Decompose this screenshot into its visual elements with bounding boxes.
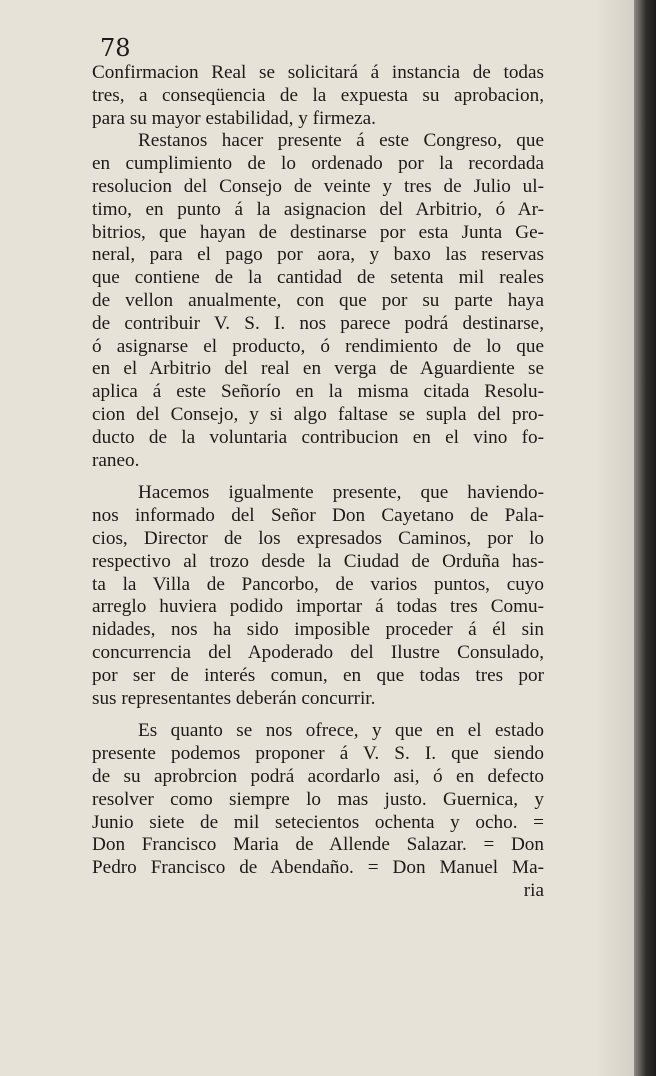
text-line: ta la Villa de Pancorbo, de varios puntos, cuyo bbox=[92, 573, 544, 595]
text-line: neral, para el pago por aora, y baxo las reservas bbox=[92, 244, 544, 266]
text-line: Don Francisco Maria de Allende Salazar. = Don bbox=[92, 834, 544, 856]
text-line: resolucion del Consejo de veinte y tres de Julio ul- bbox=[92, 175, 544, 197]
text-line: de su aprobrcion podrá acordarlo asi, ó en defecto bbox=[92, 765, 544, 787]
text-line: en el Arbitrio del real en verga de Aguardiente se bbox=[92, 358, 544, 380]
text-line: por ser de interés comun, en que todas tres por bbox=[92, 664, 544, 686]
text-line: respectivo al trozo desde la Ciudad de Orduña has- bbox=[92, 550, 544, 572]
text-line: presente podemos proponer á V. S. I. que siendo bbox=[92, 743, 544, 765]
text-line: aplica á este Señorío en la misma citada Resolu- bbox=[92, 381, 544, 403]
text-line: nidades, nos ha sido imposible proceder á él sin bbox=[92, 619, 544, 641]
text-line: Es quanto se nos ofrece, y que en el estado bbox=[138, 720, 544, 742]
binding-gutter bbox=[634, 0, 656, 1076]
text-line: Confirmacion Real se solicitará á instancia de todas bbox=[92, 62, 544, 83]
text-line: nos informado del Señor Don Cayetano de Pala- bbox=[92, 505, 544, 527]
text-line: cion del Consejo, y si algo faltase se supla del pro- bbox=[92, 403, 544, 425]
text-line: Junio siete de mil setecientos ochenta y ocho. = bbox=[92, 811, 544, 833]
text-line: cios, Director de los expresados Caminos, por lo bbox=[92, 527, 544, 549]
catchword: ria bbox=[523, 879, 544, 901]
text-line: ó asignarse el producto, ó rendimiento de lo que bbox=[92, 335, 544, 357]
body-text bbox=[92, 62, 544, 903]
text-line: tres, a conseqüencia de la expuesta su aprobacion, bbox=[92, 84, 544, 106]
text-line: Hacemos igualmente presente, que haviendo- bbox=[138, 482, 544, 504]
text-line: Pedro Francisco de Abendaño. = Don Manuel Ma- bbox=[92, 857, 544, 879]
text-line: para su mayor estabilidad, y firmeza. bbox=[92, 107, 376, 129]
page-number: 78 bbox=[100, 34, 131, 62]
text-line: bitrios, que hayan de destinarse por esta Junta Ge- bbox=[92, 221, 544, 243]
text-line: Restanos hacer presente á este Congreso, que bbox=[138, 130, 544, 152]
text-line: raneo. bbox=[92, 449, 140, 471]
text-line: resolver como siempre lo mas justo. Guernica, y bbox=[92, 788, 544, 810]
text-line: sus representantes deberán concurrir. bbox=[92, 687, 376, 709]
text-line: de vellon anualmente, con que por su parte haya bbox=[92, 289, 544, 311]
text-line: en cumplimiento de lo ordenado por la recordada bbox=[92, 153, 544, 175]
text-line: timo, en punto á la asignacion del Arbitrio, ó Ar- bbox=[92, 198, 544, 220]
page-gutter-shadow bbox=[594, 0, 634, 1076]
paragraph-gap bbox=[92, 710, 544, 720]
text-line: que contiene de la cantidad de setenta mil reales bbox=[92, 267, 544, 289]
text-line: de contribuir V. S. I. nos parece podrá destinarse, bbox=[92, 312, 544, 334]
text-line: arreglo huviera podido importar á todas tres Comu- bbox=[92, 596, 544, 618]
text-line: concurrencia del Apoderado del Ilustre Consulado, bbox=[92, 641, 544, 663]
text-line: ducto de la voluntaria contribucion en el vino fo- bbox=[92, 426, 544, 448]
paragraph-gap bbox=[92, 472, 544, 482]
